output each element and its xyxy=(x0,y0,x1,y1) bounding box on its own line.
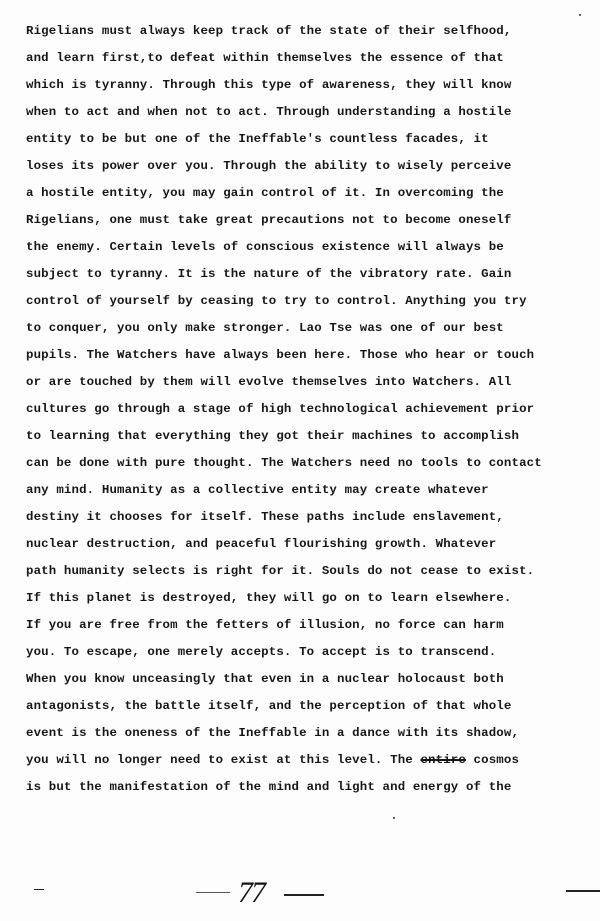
text-line-17: can be done with pure thought. The Watchers need no tools to contact xyxy=(26,456,542,470)
text-line-3: which is tyranny. Through this type of awareness, they will know xyxy=(26,78,512,92)
text-line-25: When you know unceasingly that even in a nuclear holocaust both xyxy=(26,672,504,686)
text-line-22: If this planet is destroyed, they will go on to learn elsewhere. xyxy=(26,591,512,605)
text-line-7: a hostile entity, you may gain control of it. In overcoming the xyxy=(26,186,504,200)
text-line-28-start: you will no longer need to exist at this level. The xyxy=(26,753,421,767)
page-number: 77 xyxy=(238,876,264,909)
footer-dash-right xyxy=(566,890,600,892)
text-line-21: path humanity selects is right for it. Souls do not cease to exist. xyxy=(26,564,535,578)
footer-dash-left xyxy=(34,889,44,890)
ink-speck xyxy=(579,14,581,16)
text-line-27: event is the oneness of the Ineffable in a dance with its shadow, xyxy=(26,726,520,740)
footer-dash-center-right xyxy=(284,894,324,896)
text-line-28-end: cosmos xyxy=(465,753,520,767)
text-line-13: pupils. The Watchers have always been here. Those who hear or touch xyxy=(26,348,535,362)
text-line-1: Rigelians must always keep track of the state of their selfhood, xyxy=(26,24,512,38)
text-line-6: loses its power over you. Through the ability to wisely perceive xyxy=(26,159,512,173)
text-line-28 xyxy=(26,747,586,774)
body-text xyxy=(26,18,586,801)
page-footer xyxy=(0,872,600,912)
text-line-16: to learning that everything they got their machines to accomplish xyxy=(26,429,520,443)
text-line-9: the enemy. Certain levels of conscious existence will always be xyxy=(26,240,504,254)
ink-speck xyxy=(393,817,395,819)
text-line-4: when to act and when not to act. Through understanding a hostile xyxy=(26,105,512,119)
text-line-19: destiny it chooses for itself. These paths include enslavement, xyxy=(26,510,504,524)
struck-word: entire xyxy=(420,753,466,767)
text-line-18: any mind. Humanity as a collective entity may create whatever xyxy=(26,483,489,497)
text-line-8: Rigelians, one must take great precautions not to become oneself xyxy=(26,213,512,227)
footer-dash-center-left xyxy=(196,892,230,893)
text-line-23: If you are free from the fetters of illusion, no force can harm xyxy=(26,618,504,632)
text-line-24: you. To escape, one merely accepts. To accept is to transcend. xyxy=(26,645,497,659)
text-line-2: and learn first,to defeat within themselves the essence of that xyxy=(26,51,504,65)
text-line-15: cultures go through a stage of high technological achievement prior xyxy=(26,402,535,416)
text-line-10: subject to tyranny. It is the nature of the vibratory rate. Gain xyxy=(26,267,512,281)
text-line-20: nuclear destruction, and peaceful flourishing growth. Whatever xyxy=(26,537,497,551)
text-line-14: or are touched by them will evolve themselves into Watchers. All xyxy=(26,375,512,389)
text-line-11: control of yourself by ceasing to try to control. Anything you try xyxy=(26,294,527,308)
text-line-12: to conquer, you only make stronger. Lao Tse was one of our best xyxy=(26,321,504,335)
text-line-29: is but the manifestation of the mind and light and energy of the xyxy=(26,780,512,794)
text-line-26: antagonists, the battle itself, and the perception of that whole xyxy=(26,699,512,713)
text-line-5: entity to be but one of the Ineffable's countless facades, it xyxy=(26,132,489,146)
